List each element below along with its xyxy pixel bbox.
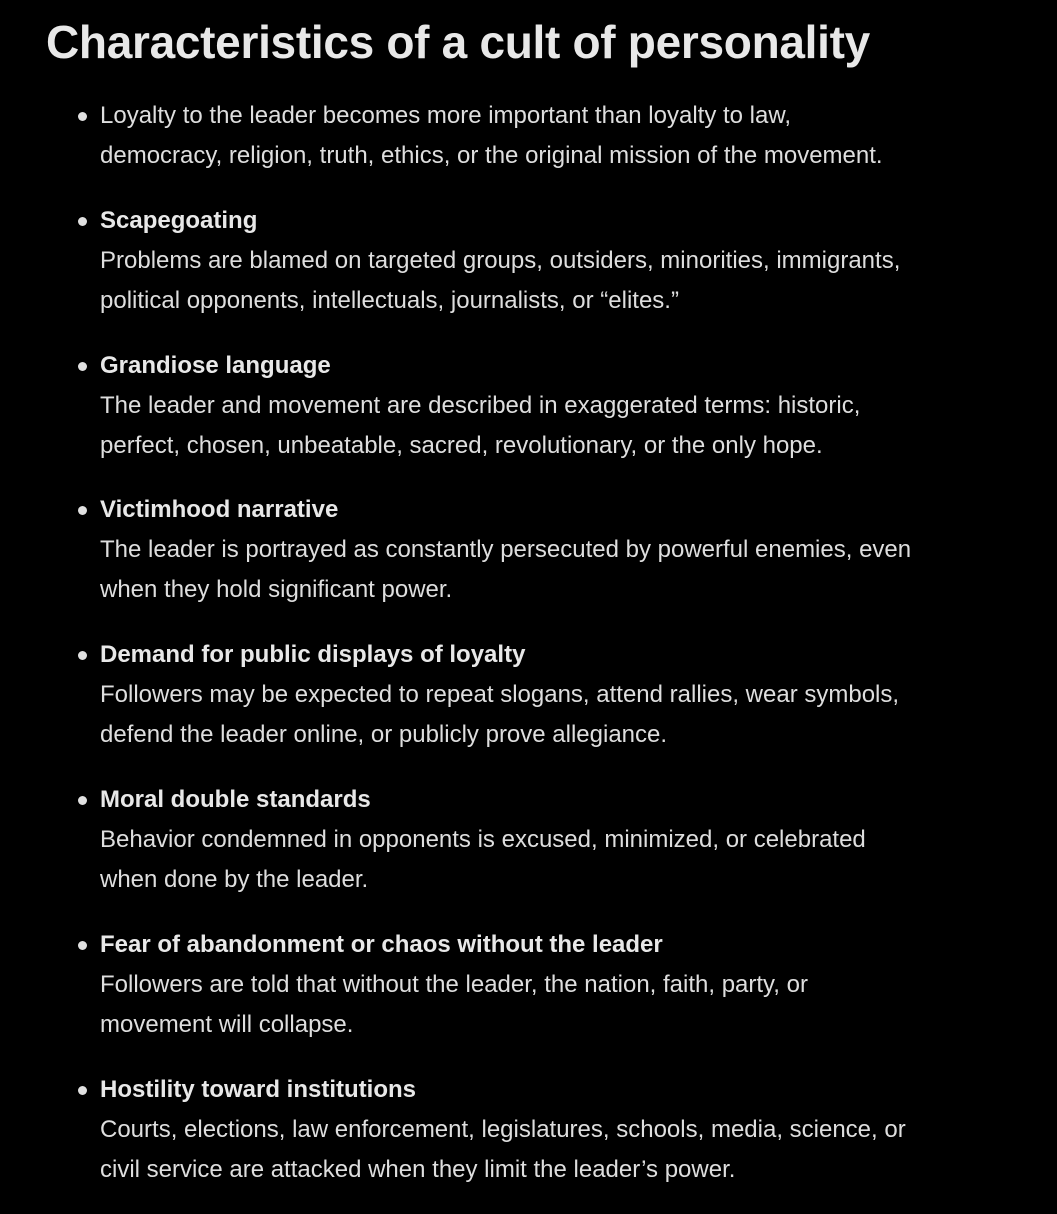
list-item-moral-double-standards [100,780,1000,900]
item-heading: Hostility toward institutions [100,1075,416,1103]
list-item-grandiose-language [100,346,1000,466]
bullet-icon [78,217,87,226]
bullet-icon [78,112,87,121]
item-description-line: perfect, chosen, unbeatable, sacred, revolutionary, or the only hope. [100,431,823,459]
item-description-line: Courts, elections, law enforcement, legislatures, schools, media, science, or [100,1115,906,1143]
list-item-hostility-toward-institutions [100,1070,1000,1190]
item-description-line: The leader is portrayed as constantly persecuted by powerful enemies, even [100,536,912,564]
item-heading: Fear of abandonment or chaos without the leader [100,930,663,958]
item-description-line: Followers may be expected to repeat slogans, attend rallies, wear symbols, [100,681,900,709]
list-item-fear-of-abandonment [100,925,1000,1045]
bullet-icon [78,1086,87,1095]
list-item-loyalty [100,96,1000,176]
item-description-line: defend the leader online, or publicly prove allegiance. [100,721,668,749]
item-heading: Demand for public displays of loyalty [100,641,526,669]
item-description-line: Followers are told that without the leader, the nation, faith, party, or [100,970,808,998]
bullet-icon [78,362,87,371]
list-item-public-displays-of-loyalty [100,635,1000,755]
bullet-icon [78,651,87,660]
item-heading: Moral double standards [100,785,371,813]
item-description-line: Loyalty to the leader becomes more important than loyalty to law, [100,102,792,129]
item-heading: Scapegoating [100,206,258,234]
item-description-line: political opponents, intellectuals, journalists, or “elites.” [100,286,679,314]
bullet-icon [78,941,87,950]
item-heading: Grandiose language [100,351,331,379]
item-description-line: when they hold significant power. [100,576,453,604]
bullet-icon [78,506,87,515]
list-item-victimhood-narrative [100,490,1000,610]
list-item-scapegoating [100,201,1000,321]
page-title: Characteristics of a cult of personality [46,16,870,68]
characteristics-list [100,96,1000,1214]
item-heading: Victimhood narrative [100,496,339,524]
item-description-line: movement will collapse. [100,1010,354,1038]
item-description-line: The leader and movement are described in exaggerated terms: historic, [100,391,861,419]
item-description-line: Behavior condemned in opponents is excused, minimized, or celebrated [100,825,866,853]
item-description-line: Problems are blamed on targeted groups, outsiders, minorities, immigrants, [100,246,901,274]
item-description-line: democracy, religion, truth, ethics, or the original mission of the movement. [100,142,883,169]
bullet-icon [78,796,87,805]
item-description-line: civil service are attacked when they limit the leader’s power. [100,1155,736,1183]
item-description-line: when done by the leader. [100,865,369,893]
